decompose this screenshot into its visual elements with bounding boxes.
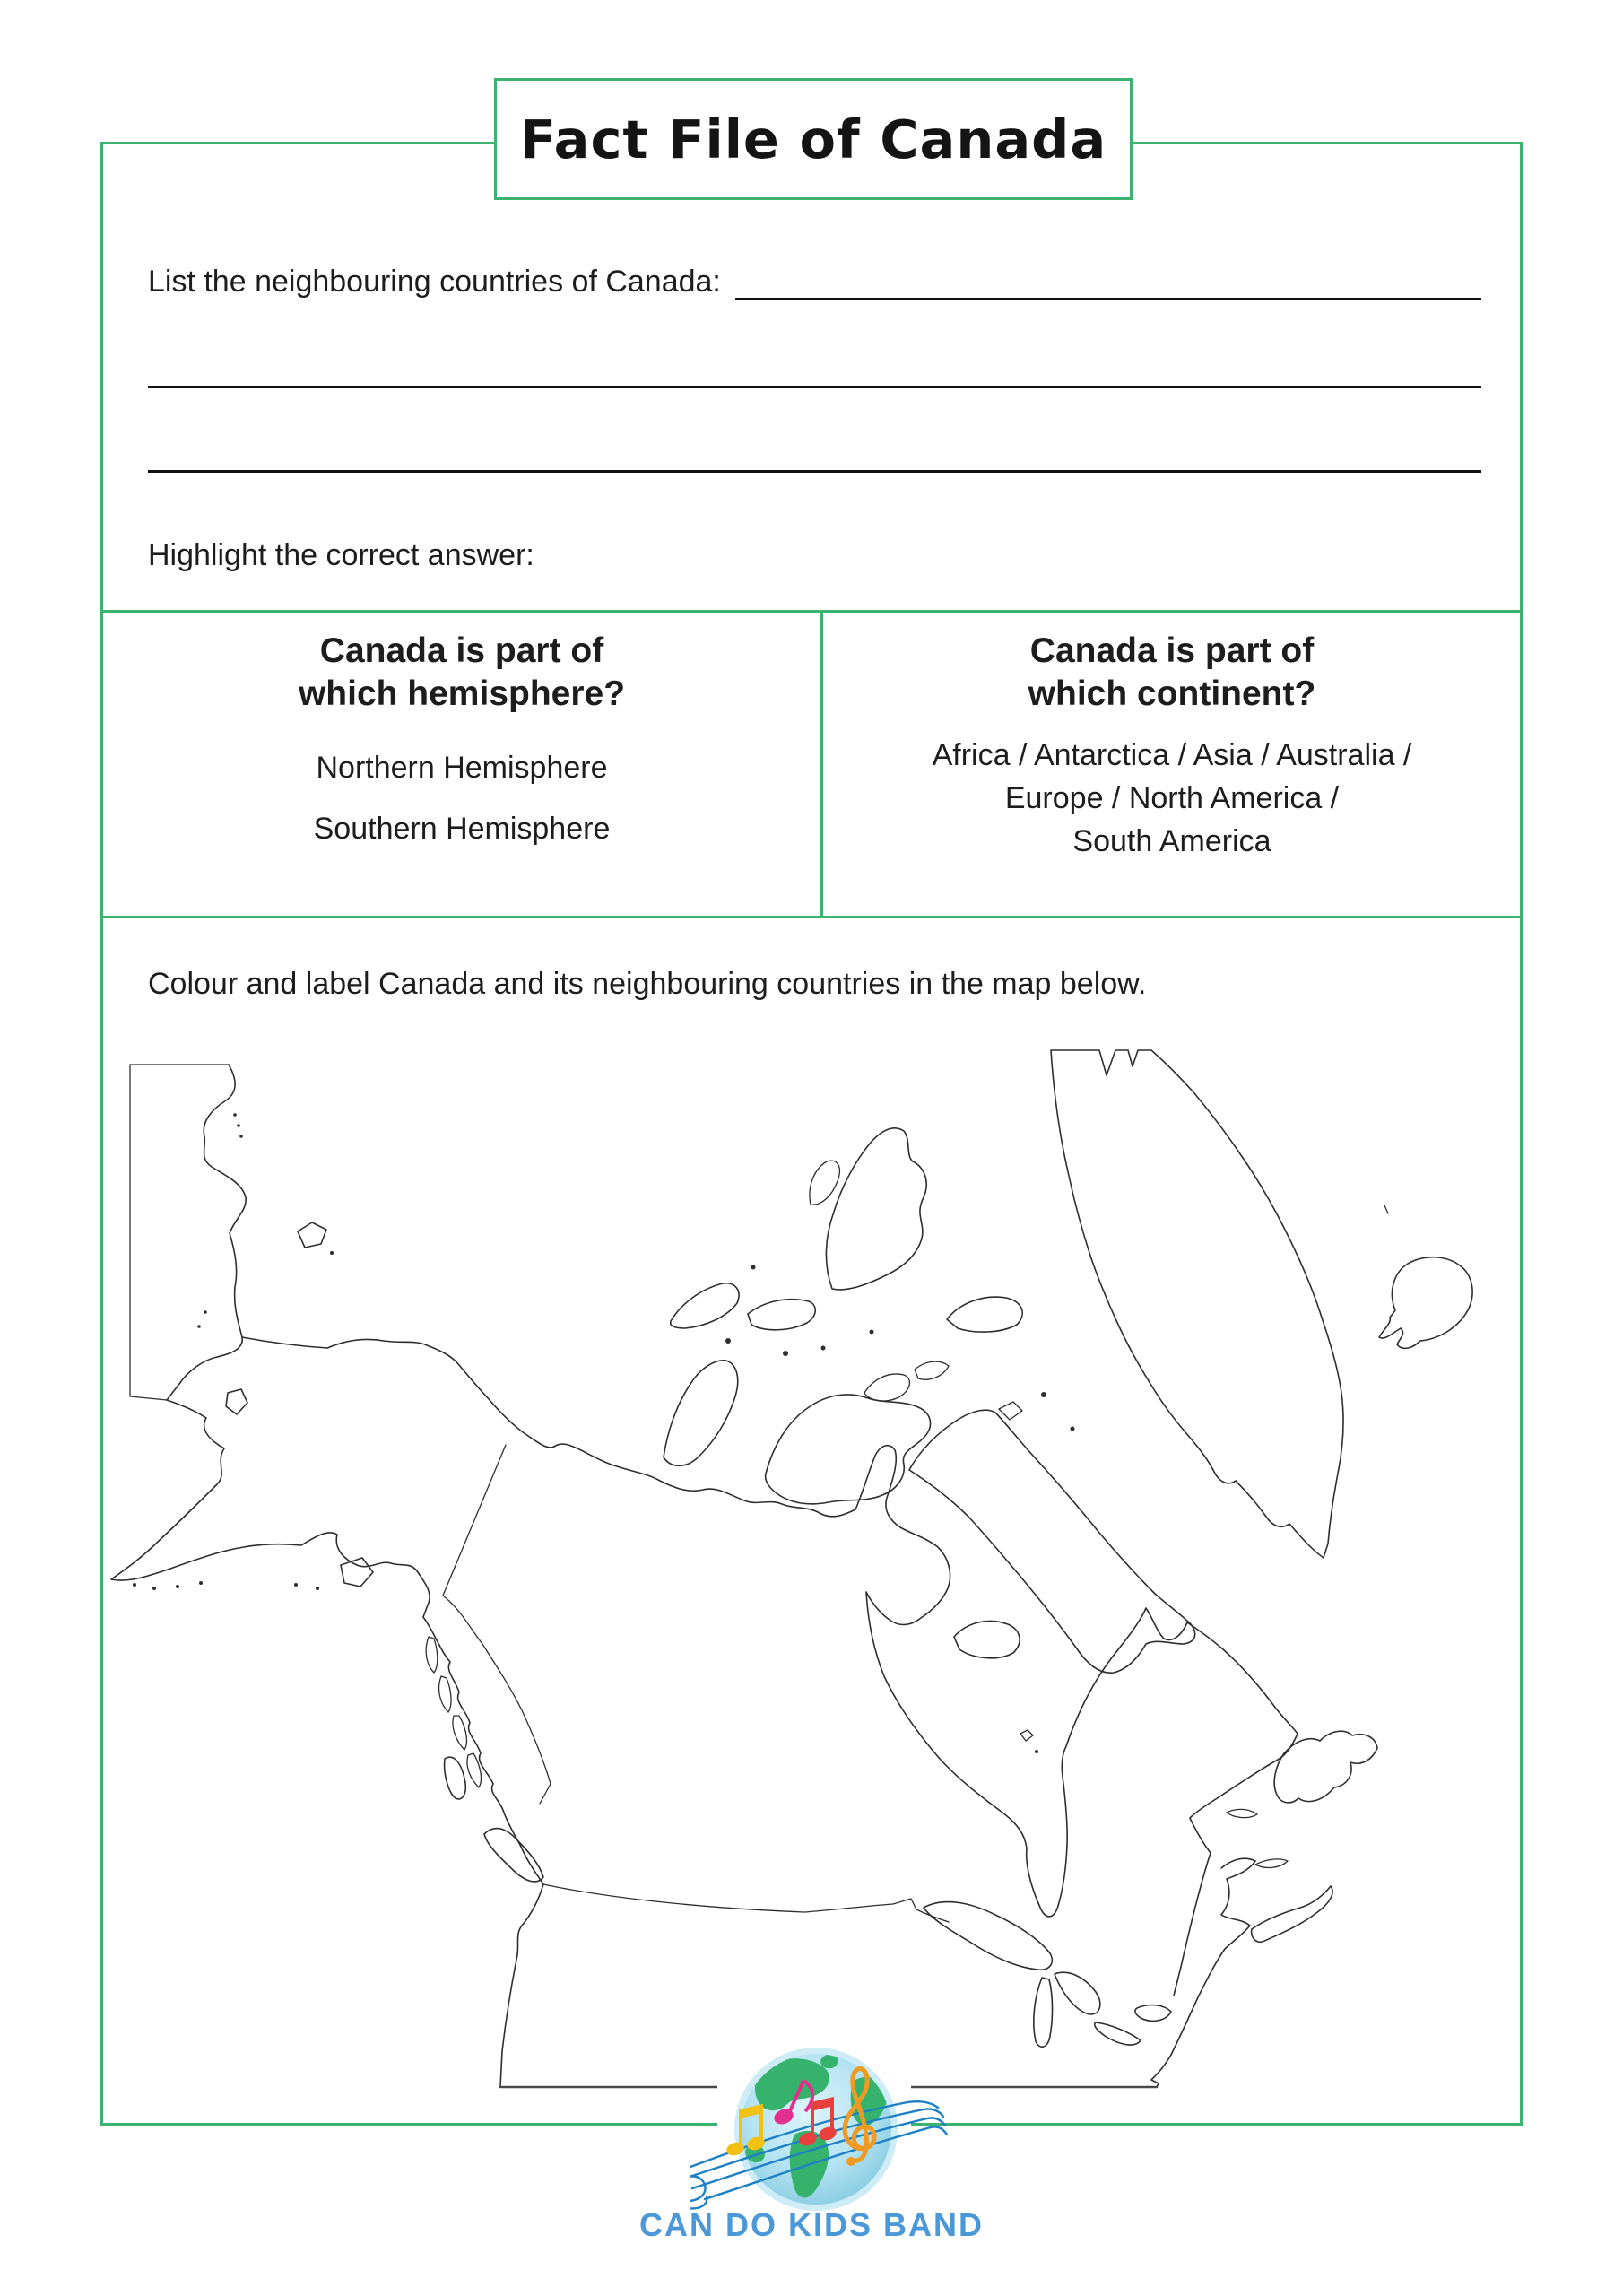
continent-options-line3[interactable]: South America (1072, 824, 1271, 858)
continent-heading-line2: which continent? (1028, 674, 1316, 713)
victoria-island (766, 1395, 931, 1504)
us-west-coast (500, 1884, 543, 2087)
lake-huron (1055, 1972, 1100, 2014)
highlight-question-label: Highlight the correct answer: (148, 538, 534, 572)
bylot-island (999, 1402, 1022, 1420)
axel-heiberg-island (810, 1161, 839, 1205)
panhandle-island (439, 1676, 451, 1712)
nova-scotia (1252, 1886, 1332, 1942)
lake-erie (1095, 2022, 1141, 2045)
section-divider-top (100, 610, 1523, 613)
ellesmere-island (826, 1128, 926, 1290)
hemisphere-question-column (103, 619, 820, 868)
banks-island (664, 1361, 738, 1465)
neighbours-question-label: List the neighbouring countries of Canada: (148, 265, 721, 299)
greenland (1051, 1050, 1343, 1558)
anticosti-island (1227, 1809, 1257, 1817)
haida-gwaii (445, 1757, 466, 1799)
option-northern-hemisphere[interactable]: Northern Hemisphere (316, 751, 608, 785)
alaska-yukon-border (443, 1445, 551, 1804)
nunivak-island (226, 1389, 247, 1414)
alaska-south-coast (111, 1400, 430, 1617)
canada-outline-map[interactable] (100, 1045, 1523, 2099)
prince-of-wales-island (915, 1361, 949, 1379)
newfoundland (1274, 1731, 1377, 1803)
baffin-island (909, 1410, 1195, 1673)
melville-island (748, 1300, 815, 1330)
continent-question-column (823, 619, 1521, 863)
iceland (1379, 1257, 1472, 1349)
answer-line-3 (148, 470, 1481, 473)
section-divider-bottom (100, 916, 1523, 918)
hemisphere-options (314, 746, 611, 868)
hemisphere-question-heading (299, 630, 625, 716)
east-coast (1151, 1858, 1255, 2087)
answer-line-2 (148, 386, 1481, 388)
somerset-island (864, 1374, 909, 1401)
jan-mayen-island (1384, 1205, 1388, 1213)
brand-name: CAN DO KIDS BAND (638, 2206, 985, 2243)
canada-mainland-coast (242, 1337, 1298, 1996)
prince-patrick-island (671, 1283, 739, 1328)
belcher-islands (1020, 1730, 1033, 1741)
continent-options-line2[interactable]: Europe / North America / (1004, 781, 1340, 815)
canada-us-border (543, 1884, 949, 1922)
hemisphere-heading-line1: Canada is part of (319, 631, 604, 670)
map-edge-alaska-cut (130, 1065, 229, 1400)
prince-edward-island (1255, 1859, 1288, 1868)
vancouver-island (484, 1829, 543, 1882)
lake-michigan (1034, 1978, 1053, 2047)
option-southern-hemisphere[interactable]: Southern Hemisphere (313, 812, 611, 846)
continent-options-line1[interactable]: Africa / Antarctica / Asia / Australia / (932, 738, 1412, 772)
map-instruction-label: Colour and label Canada and its neighbouring countries in the map below. (148, 967, 1147, 1001)
lake-ontario (1135, 2005, 1171, 2022)
hemisphere-heading-line2: which hemisphere? (298, 674, 626, 713)
devon-island (947, 1297, 1022, 1332)
continent-options[interactable] (933, 734, 1412, 863)
title-box (494, 78, 1133, 200)
kodiak-island (341, 1558, 373, 1587)
continent-question-heading (1028, 630, 1316, 716)
neighbours-question-row (148, 262, 1481, 300)
pacific-coast (423, 1617, 543, 1884)
page-title: Fact File of Canada (519, 108, 1107, 170)
lake-superior (924, 1902, 1052, 1970)
panhandle-island (426, 1637, 438, 1673)
southampton-island (954, 1621, 1020, 1657)
panhandle-island (453, 1716, 467, 1750)
continent-heading-line1: Canada is part of (1029, 631, 1315, 670)
st-lawrence-island (298, 1222, 326, 1248)
answer-line-1 (735, 262, 1481, 300)
